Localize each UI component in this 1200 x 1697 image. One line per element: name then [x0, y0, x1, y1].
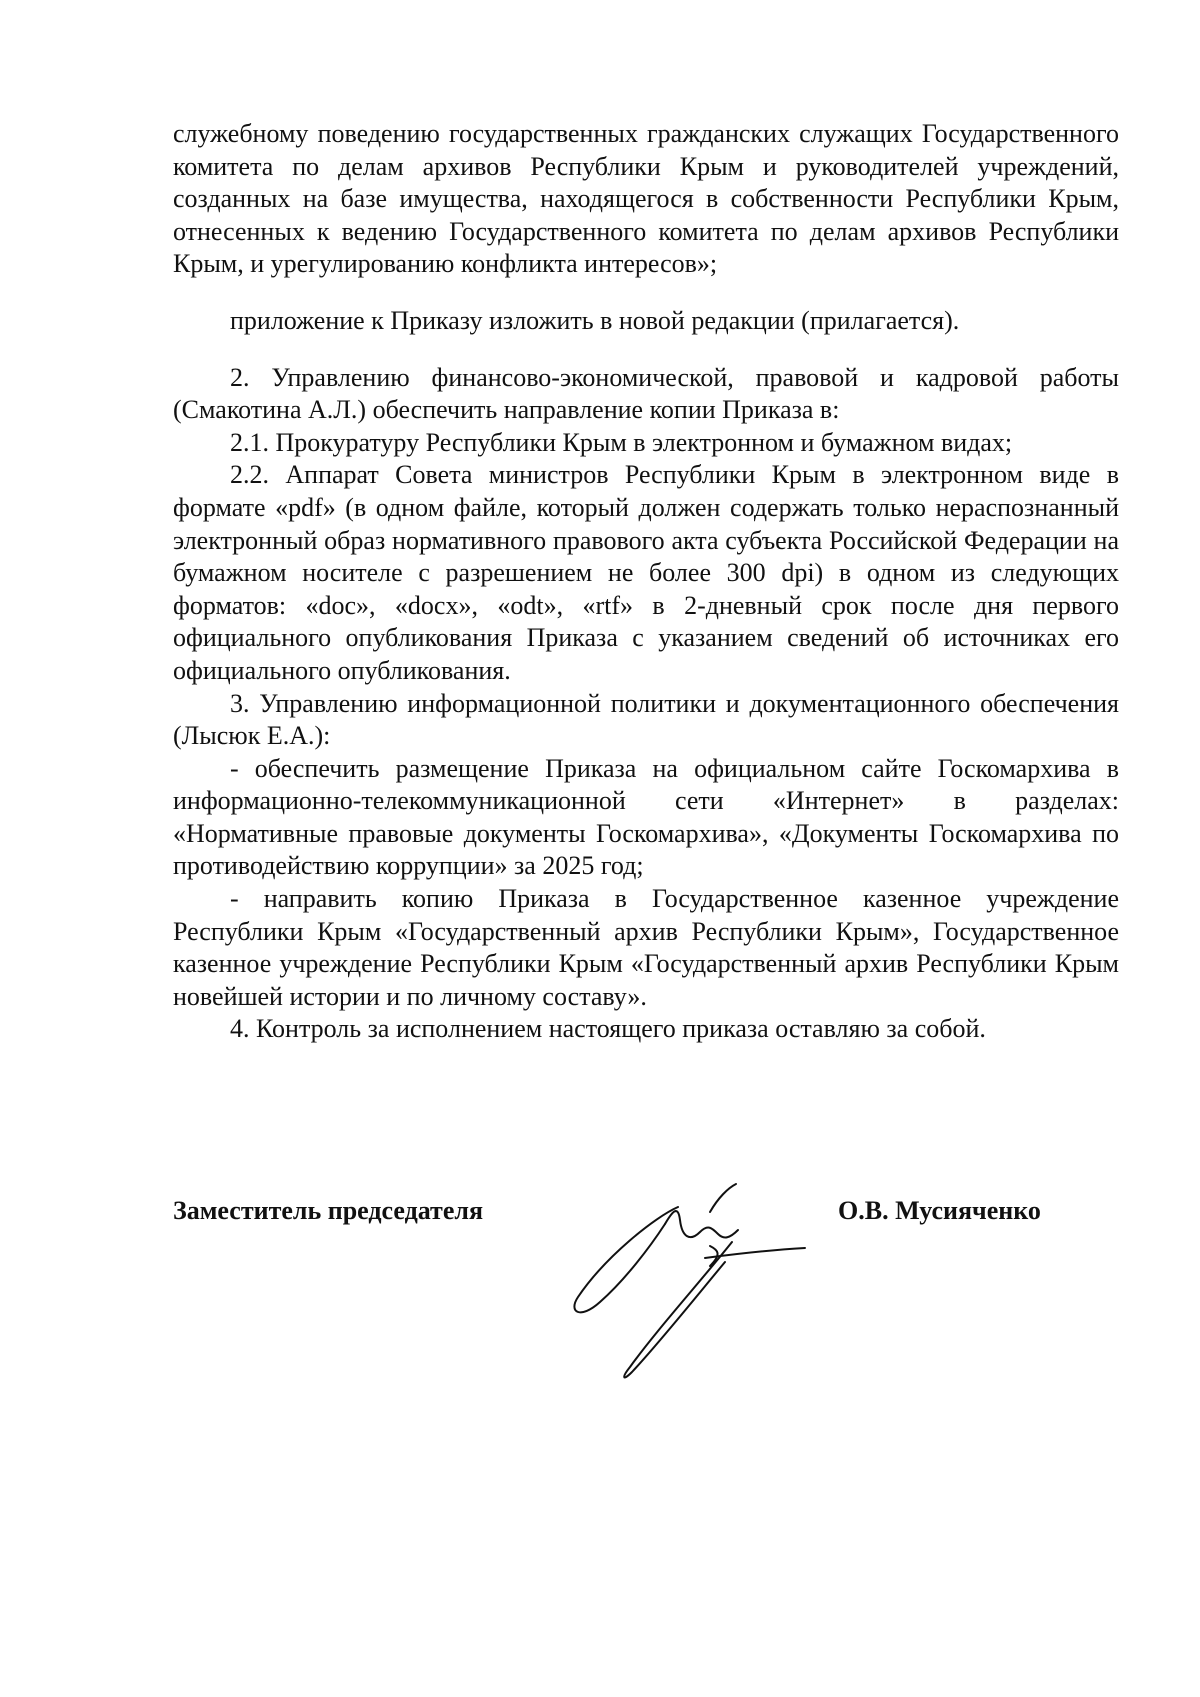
signer-position: Заместитель председателя	[173, 1196, 484, 1225]
paragraph-item-3: 3. Управлению информационной политики и документационного обеспечения (Лысюк Е.А.):	[173, 688, 1119, 751]
signer-name: О.В. Мусияченко	[838, 1196, 1041, 1225]
paragraph-item-2: 2. Управлению финансово-экономической, правовой и кадровой работы (Смакотина А.Л.) обеспечить направление копии Приказа в:	[173, 362, 1119, 425]
paragraph-appendix-note: приложение к Приказу изложить в новой редакции (прилагается).	[230, 305, 960, 335]
handwritten-signature	[560, 1162, 830, 1402]
paragraph-item-2-2: 2.2. Аппарат Совета министров Республики Крым в электронном виде в формате «pdf» (в одном файле, который должен содержать только нераспознанный электронный образ нормативного правового акта субъекта Российской Федерации на бумажном носителе с разрешением не более 300 dpi) в одном из следующих форматов: «doc», «docx», «odt», «rtf» в 2-дневный срок после дня первого официального опубликования Приказа с указанием сведений об источниках его официального опубликования.	[173, 460, 1119, 685]
paragraph-item-3-bullet-1: - обеспечить размещение Приказа на официальном сайте Госкомархива в информационно-телекоммуникационной сети «Интернет» в разделах: «Нормативные правовые документы Госкомархива», «Документы Госкомархива по противодействию коррупции» за 2025 год;	[173, 753, 1119, 881]
document-body	[173, 118, 1119, 1046]
paragraph-item-3-bullet-2: - направить копию Приказа в Государственное казенное учреждение Республики Крым «Государственный архив Республики Крым», Государственное казенное учреждение Республики Крым «Государственный архив Республики Крым новейшей истории и по личному составу».	[173, 884, 1119, 1011]
paragraph-continuation: служебному поведению государственных гражданских служащих Государственного комитета по делам архивов Республики Крым и руководителей учреждений, созданных на базе имущества, находящегося в собственности Республики Крым, отнесенных к ведению Государственного комитета по делам архивов Республики Крым, и урегулированию конфликта интересов»;	[173, 119, 1119, 279]
paragraph-item-2-1: 2.1. Прокуратуру Республики Крым в электронном и бумажном видах;	[230, 427, 1013, 457]
paragraph-item-4: 4. Контроль за исполнением настоящего приказа оставляю за собой.	[230, 1014, 986, 1044]
